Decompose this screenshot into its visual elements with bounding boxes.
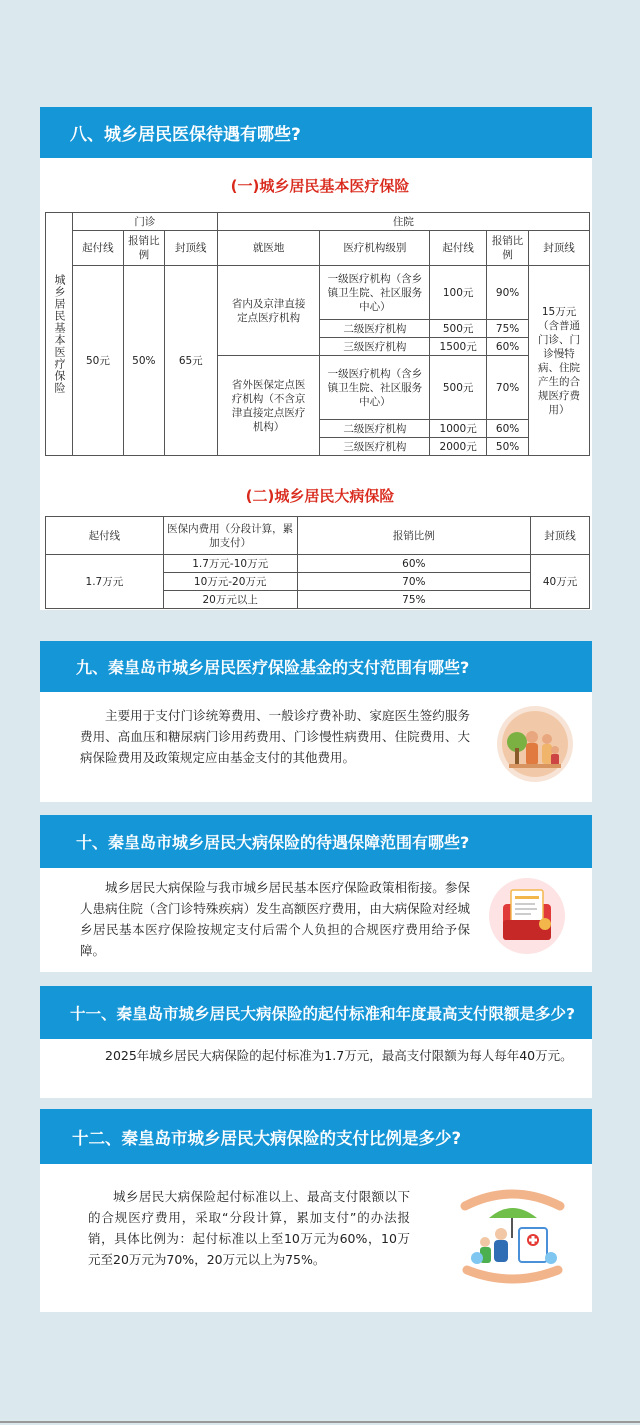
ci-range-1: 1.7万元-10万元 xyxy=(163,555,297,573)
family-illustration-icon xyxy=(495,704,575,784)
in-l3-deductible: 1500元 xyxy=(430,338,487,356)
ci-cost-header: 医保内费用（分段计算，累加支付） xyxy=(163,517,297,555)
ci-cap-header: 封顶线 xyxy=(531,517,590,555)
ci-deductible-header: 起付线 xyxy=(46,517,164,555)
ip-cap: 15万元（含普通门诊、门诊慢特病、住院产生的合规医疗费用） xyxy=(529,266,590,456)
section11-body xyxy=(40,1039,592,1098)
out-l3-deductible: 2000元 xyxy=(430,438,487,456)
section12-text: 城乡居民大病保险起付标准以上、最高支付限额以下的合规医疗费用，采取“分段计算，累加支付”的办法报销，具体比例为：起付标准以上至10万元为60%，10万元至20万元为70%，20万元以上为75%。 xyxy=(88,1189,410,1267)
section12-body xyxy=(40,1164,592,1312)
place-header: 就医地 xyxy=(217,231,320,266)
ip-ratio-header: 报销比例 xyxy=(487,231,529,266)
table-rowhead: 城乡居民基本医疗保险 xyxy=(46,213,73,456)
in-l3-ratio: 60% xyxy=(487,338,529,356)
ci-range-3: 20万元以上 xyxy=(163,591,297,609)
in-l1-ratio: 90% xyxy=(487,266,529,320)
op-cap: 65元 xyxy=(164,266,217,456)
ci-range-2: 10万元-20万元 xyxy=(163,573,297,591)
section9-title: 九、秦皇岛市城乡居民医疗保险基金的支付范围有哪些? xyxy=(76,658,470,677)
section11-header xyxy=(40,986,592,1039)
ci-ratio-2: 70% xyxy=(297,573,531,591)
subtitle-critical: (二)城乡居民大病保险 xyxy=(245,487,395,505)
section10-title: 十、秦皇岛市城乡居民大病保险的待遇保障范围有哪些? xyxy=(76,833,470,852)
section12-header xyxy=(40,1109,592,1164)
critical-illness-table xyxy=(45,516,590,609)
ip-deductible-header: 起付线 xyxy=(430,231,487,266)
section9-body xyxy=(40,692,592,802)
section11-title: 十一、秦皇岛市城乡居民大病保险的起付标准和年度最高支付限额是多少? xyxy=(70,1004,575,1023)
ip-cap-header: 封顶线 xyxy=(529,231,590,266)
in-l2-deductible: 500元 xyxy=(430,320,487,338)
place-in-province: 省内及京津直接定点医疗机构 xyxy=(217,266,320,356)
level-header: 医疗机构级别 xyxy=(320,231,430,266)
op-deductible: 50元 xyxy=(72,266,123,456)
out-l2-deductible: 1000元 xyxy=(430,420,487,438)
in-l1-deductible: 100元 xyxy=(430,266,487,320)
insurance-hands-illustration-icon xyxy=(455,1184,570,1294)
section9-header xyxy=(40,641,592,692)
out-l2-ratio: 60% xyxy=(487,420,529,438)
inpatient-header: 住院 xyxy=(217,213,589,231)
op-cap-header: 封顶线 xyxy=(164,231,217,266)
in-l2-ratio: 75% xyxy=(487,320,529,338)
ci-cap: 40万元 xyxy=(531,555,590,609)
op-ratio: 50% xyxy=(123,266,164,456)
outpatient-header: 门诊 xyxy=(72,213,217,231)
bottom-divider xyxy=(0,1421,640,1423)
ci-ratio-3: 75% xyxy=(297,591,531,609)
level-2-in: 二级医疗机构 xyxy=(320,320,430,338)
section8-header xyxy=(40,107,592,158)
op-ratio-header: 报销比例 xyxy=(123,231,164,266)
level-1-out: 一级医疗机构（含乡镇卫生院、社区服务中心） xyxy=(320,356,430,420)
level-3-in: 三级医疗机构 xyxy=(320,338,430,356)
op-deductible-header: 起付线 xyxy=(72,231,123,266)
section10-text: 城乡居民大病保险与我市城乡居民基本医疗保险政策相衔接。参保人患病住院（含门诊特殊疾病）发生高额医疗费用，由大病保险对经城乡居民基本医疗保险按规定支付后需个人负担的合规医疗费用给予保障。 xyxy=(80,880,470,958)
medical-bill-illustration-icon xyxy=(487,876,567,956)
section10-body xyxy=(40,868,592,972)
section11-text: 2025年城乡居民大病保险的起付标准为1.7万元，最高支付限额为每人每年40万元。 xyxy=(105,1048,573,1063)
ci-deductible: 1.7万元 xyxy=(46,555,164,609)
section8-title: 八、城乡居民医保待遇有哪些? xyxy=(70,125,301,145)
basic-insurance-table xyxy=(45,212,590,456)
level-3-out: 三级医疗机构 xyxy=(320,438,430,456)
level-2-out: 二级医疗机构 xyxy=(320,420,430,438)
ci-ratio-1: 60% xyxy=(297,555,531,573)
section12-title: 十二、秦皇岛市城乡居民大病保险的支付比例是多少? xyxy=(72,1128,462,1148)
level-1-in: 一级医疗机构（含乡镇卫生院、社区服务中心） xyxy=(320,266,430,320)
out-l1-deductible: 500元 xyxy=(430,356,487,420)
out-l3-ratio: 50% xyxy=(487,438,529,456)
section10-header xyxy=(40,815,592,868)
out-l1-ratio: 70% xyxy=(487,356,529,420)
subtitle-basic: (一)城乡居民基本医疗保险 xyxy=(230,177,410,195)
section9-text: 主要用于支付门诊统筹费用、一般诊疗费补助、家庭医生签约服务费用、高血压和糖尿病门诊用药费用、门诊慢性病费用、住院费用、大病保险费用及政策规定应由基金支付的其他费用。 xyxy=(80,708,470,765)
place-out-province: 省外医保定点医疗机构（不含京津直接定点医疗机构） xyxy=(217,356,320,456)
ci-ratio-header: 报销比例 xyxy=(297,517,531,555)
